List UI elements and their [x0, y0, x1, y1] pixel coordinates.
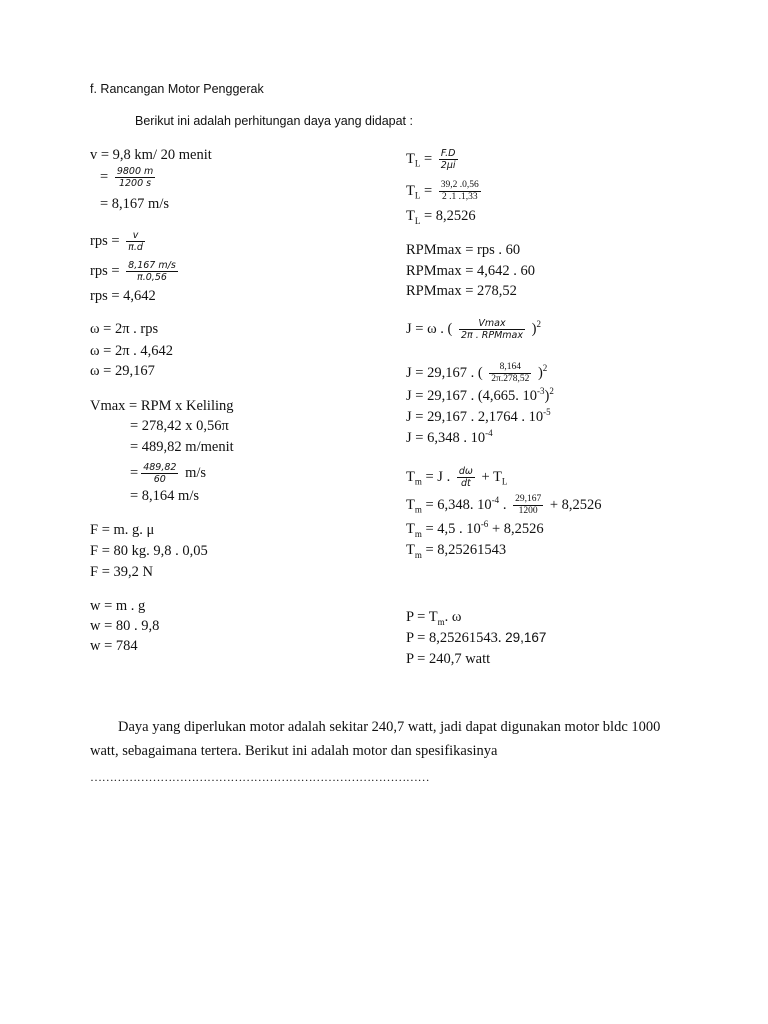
conclusion-paragraph: Daya yang diperlukan motor adalah sekitar 240,7 watt, jadi dapat digunakan motor bldc 1000 watt, sebagaimana tertera. Berikut ini adalah motor dan spesifikasinya: [90, 719, 661, 759]
motor-torque-line-2: $T_m = 6,348$. $10^{-4}$ . $\frac{29,167}{1200}$ + 8,2526: [406, 494, 602, 516]
torque-load-line-2: $T_L$ = $\frac{39,2 .0,56}{2 .1 .1,33}$: [406, 180, 479, 202]
rpm-line-3: RPMmax = 278,52: [406, 283, 517, 299]
vmax-line-4: = $\frac{489,82}{60}$ m/s: [130, 462, 207, 485]
force-line-3: F = 39,2 N: [90, 564, 153, 580]
velocity-line-3: = 8,167 m/s: [100, 196, 170, 212]
rps-line-1: rps = $\frac{v}{\pi.d}$: [90, 230, 143, 253]
vmax-line-3: = 489,82 m/menit: [130, 439, 234, 455]
rpm-line-1: RPMmax = rps . 60: [406, 242, 521, 258]
weight-line-3: w = 784: [90, 638, 138, 654]
power-line-3: P = 240,7 watt: [406, 651, 491, 667]
omega-line-2: ω = 2π . 4,642: [90, 343, 174, 359]
torque-load-line-3: $T_L = 8,2526$: [406, 208, 476, 226]
vmax-line-1: Vmax = RPM x Keliling: [90, 398, 234, 414]
inertia-line-5: J = 6,348 . $10^{-4}$: [406, 428, 493, 446]
dotted-line: ……………………………………………………………………………: [90, 770, 430, 784]
inertia-line-4: J = 29,167 . 2,1764 . $10^{-5}$: [406, 407, 551, 425]
weight-line-1: w = m . g: [90, 598, 146, 614]
velocity-fraction: $\frac{9800 m}{1200 s}$: [116, 166, 154, 189]
force-line-1: F = m. g. μ: [90, 522, 155, 538]
weight-line-2: w = 80 . 9,8: [90, 618, 160, 634]
inertia-line-1: J = ω . ( $\frac{Vmax}{\text{2π . RPMmax}}$ )$^2$: [406, 318, 541, 341]
power-line-1: $P = T_m$. ω: [406, 609, 462, 627]
rps-line-2: rps = $\frac{8,167 m/s}{\pi.0,56}$: [90, 260, 176, 283]
intro-text: Berikut ini adalah perhitungan daya yang didapat :: [135, 114, 413, 128]
rpm-line-2: RPMmax = 4,642 . 60: [406, 263, 536, 279]
velocity-line-2: = $\frac{9800 m}{1200 s}$: [100, 166, 154, 189]
omega-line-1: ω = 2π . rps: [90, 321, 159, 337]
power-line-2: P = 8,25261543. 29,167: [406, 630, 547, 646]
inertia-line-2: J = 29,167 . ( $\frac{8,164}{2\pi.278,52}$ )$^2$: [406, 362, 548, 384]
motor-torque-line-4: $T_m = 8,25261543$: [406, 542, 507, 560]
force-line-2: F = 80 kg. 9,8 . 0,05: [90, 543, 208, 559]
vmax-line-2: = 278,42 x 0,56π: [130, 418, 229, 434]
torque-load-line-1: $T_L$ = $\frac{F.D}{2\mu i}$: [406, 148, 456, 171]
velocity-line-1: v = 9,8 km/ 20 menit: [90, 147, 212, 163]
motor-torque-line-1: $T_m = J$ . $\frac{d\omega}{dt}$ + $T_L$: [406, 466, 508, 489]
rps-line-3: rps = 4,642: [90, 288, 156, 304]
vmax-line-5: = 8,164 m/s: [130, 488, 200, 504]
motor-torque-line-3: $T_m = 4,5$ . $10^{-6} + 8,2526$: [406, 519, 544, 539]
omega-line-3: ω = 29,167: [90, 363, 155, 379]
section-heading: f. Rancangan Motor Penggerak: [90, 82, 264, 96]
inertia-line-3: J = 29,167 . (4,665. $10^{-3})^2$: [406, 386, 554, 404]
